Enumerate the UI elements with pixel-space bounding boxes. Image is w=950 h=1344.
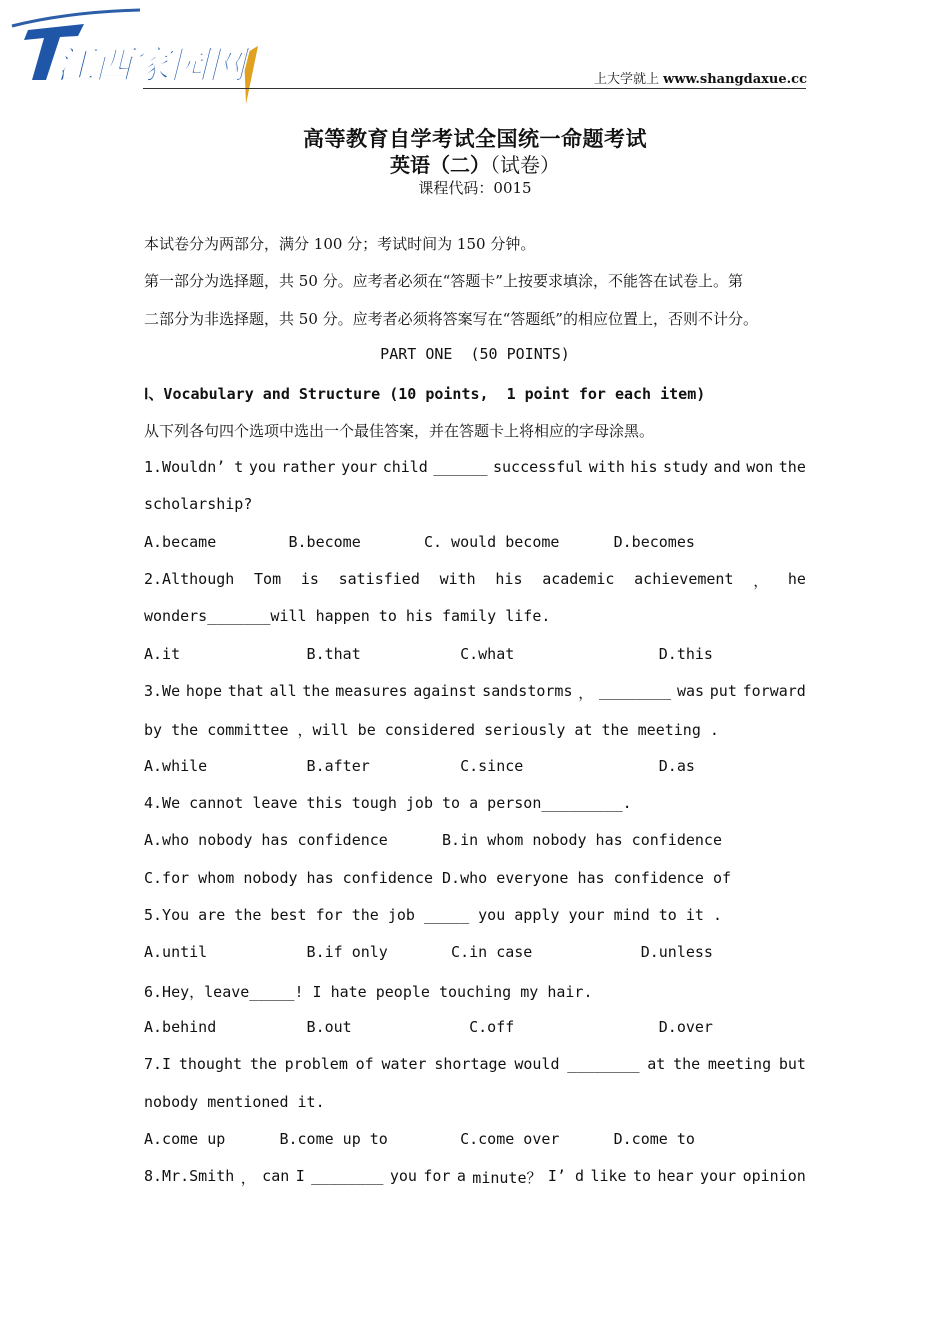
question-8-line-1 <box>144 1167 806 1188</box>
word: shortage <box>434 1055 507 1073</box>
word: at <box>647 1055 666 1073</box>
word: study <box>662 458 709 476</box>
word: the <box>673 1055 701 1073</box>
question-6-line-1: 6.Hey，leave_____! I hate people touching my hair. <box>144 983 593 1001</box>
question-6-options: A.behind B.out C.off D.over <box>144 1018 713 1036</box>
word: meeting <box>707 1055 772 1073</box>
word: you <box>248 458 276 476</box>
exam-subject <box>0 149 950 178</box>
word: child <box>382 458 428 476</box>
page-header <box>0 0 950 100</box>
word: 7.I <box>144 1055 172 1073</box>
site-url-link[interactable]: www.shangdaxue.cc <box>663 72 807 87</box>
word: the <box>302 682 330 700</box>
word: was <box>676 682 705 700</box>
course-code: 课程代码：0015 <box>418 179 532 197</box>
word: successful <box>493 458 584 476</box>
word: sandstorms <box>482 682 573 700</box>
question-5-options: A.until B.if only C.in case D.unless <box>144 943 713 961</box>
word: problem <box>284 1055 348 1073</box>
question-4-options-1: A.who nobody has confidence B.in whom nobody has confidence <box>144 831 722 849</box>
word: the <box>778 458 806 476</box>
word: he <box>787 570 806 588</box>
word: a <box>456 1167 466 1185</box>
word: measures <box>335 682 408 700</box>
word: but <box>778 1055 806 1073</box>
word: ________ <box>567 1055 640 1073</box>
question-1-line-1 <box>144 458 806 476</box>
word: ______ <box>433 458 488 476</box>
part-one-heading: PART ONE (50 POINTS) <box>380 345 570 363</box>
question-7-line-1 <box>144 1055 806 1073</box>
word: 2.Although <box>144 570 235 588</box>
word: like <box>590 1167 627 1185</box>
word: for <box>423 1167 451 1185</box>
question-7-line-2: nobody mentioned it. <box>144 1093 325 1111</box>
question-7-options: A.come up B.come up to C.come over D.come to <box>144 1130 695 1148</box>
word: ________ <box>311 1167 384 1185</box>
word: academic <box>542 570 615 588</box>
word: ， <box>578 684 594 702</box>
word: ， <box>753 572 769 590</box>
word: thought <box>178 1055 243 1073</box>
word: won <box>746 458 774 476</box>
word: your <box>700 1167 737 1185</box>
word: with <box>439 570 476 588</box>
question-4-options-2: C.for whom nobody has confidence D.who everyone has confidence of <box>144 869 731 887</box>
word: his <box>630 458 658 476</box>
word: 8.Mr.Smith <box>144 1167 235 1185</box>
word: 1.Wouldn’ t <box>144 458 244 476</box>
word: all <box>269 682 297 700</box>
word: the <box>249 1055 277 1073</box>
word: forward <box>742 682 806 700</box>
word: is <box>300 570 319 588</box>
header-divider <box>143 88 806 89</box>
word: with <box>588 458 625 476</box>
word: 3.We <box>144 682 181 700</box>
question-3-line-2: by the committee ，will be considered seriously at the meeting . <box>144 721 719 739</box>
word: Tom <box>254 570 282 588</box>
intro-line-2: 第一部分为选择题，共 50 分。应考者必须在“答题卡”上按要求填涂，不能答在试卷上。第 <box>144 272 743 290</box>
site-tagline <box>594 68 807 87</box>
word: your <box>341 458 378 476</box>
question-2-line-2: wonders_______will happen to his family life. <box>144 607 551 625</box>
question-3-line-1 <box>144 682 806 703</box>
question-4-line-1: 4.We cannot leave this tough job to a person_________. <box>144 794 632 812</box>
word: ， <box>240 1169 256 1187</box>
word: put <box>709 682 737 700</box>
logo-text: 江西家园网 <box>56 43 247 87</box>
question-5-line-1: 5.You are the best for the job _____ you apply your mind to it . <box>144 906 722 924</box>
word: to <box>633 1167 652 1185</box>
question-1-options: A.became B.become C. would become D.becomes <box>144 533 695 551</box>
intro-line-3: 二部分为非选择题，共 50 分。应考者必须将答案写在“答题纸”的相应位置上，否则不计分。 <box>144 310 758 328</box>
question-2-line-1 <box>144 570 806 591</box>
question-1-line-2: scholarship? <box>144 495 253 513</box>
tagline-prefix: 上大学就上 <box>593 72 659 87</box>
word: rather <box>281 458 336 476</box>
word: minute？ <box>472 1169 542 1187</box>
question-3-options: A.while B.after C.since D.as <box>144 757 695 775</box>
word: opinion <box>742 1167 806 1185</box>
question-2-options: A.it B.that C.what D.this <box>144 645 713 663</box>
paper-type: （试卷） <box>490 153 560 177</box>
word: can <box>262 1167 290 1185</box>
word: hear <box>657 1167 694 1185</box>
word: satisfied <box>338 570 420 588</box>
intro-line-1: 本试卷分为两部分，满分 100 分；考试时间为 150 分钟。 <box>144 235 536 253</box>
subject-name: 英语（二） <box>390 153 490 177</box>
word: and <box>713 458 741 476</box>
word: would <box>514 1055 560 1073</box>
word: against <box>413 682 477 700</box>
word: of <box>355 1055 374 1073</box>
section-instruction: 从下列各句四个选项中选出一个最佳答案，并在答题卡上将相应的字母涂黑。 <box>144 422 655 440</box>
section-title: Ⅰ、Vocabulary and Structure (10 points, 1 point for each item) <box>144 385 706 403</box>
word: I <box>295 1167 305 1185</box>
exam-title: 高等教育自学考试全国统一命题考试 <box>303 126 647 151</box>
word: I’ d <box>547 1167 585 1185</box>
word: his <box>495 570 523 588</box>
site-logo <box>8 6 270 104</box>
word: hope <box>185 682 222 700</box>
word: achievement <box>634 570 734 588</box>
word: water <box>381 1055 427 1073</box>
word: that <box>227 682 264 700</box>
word: ________ <box>598 682 672 700</box>
word: you <box>389 1167 417 1185</box>
